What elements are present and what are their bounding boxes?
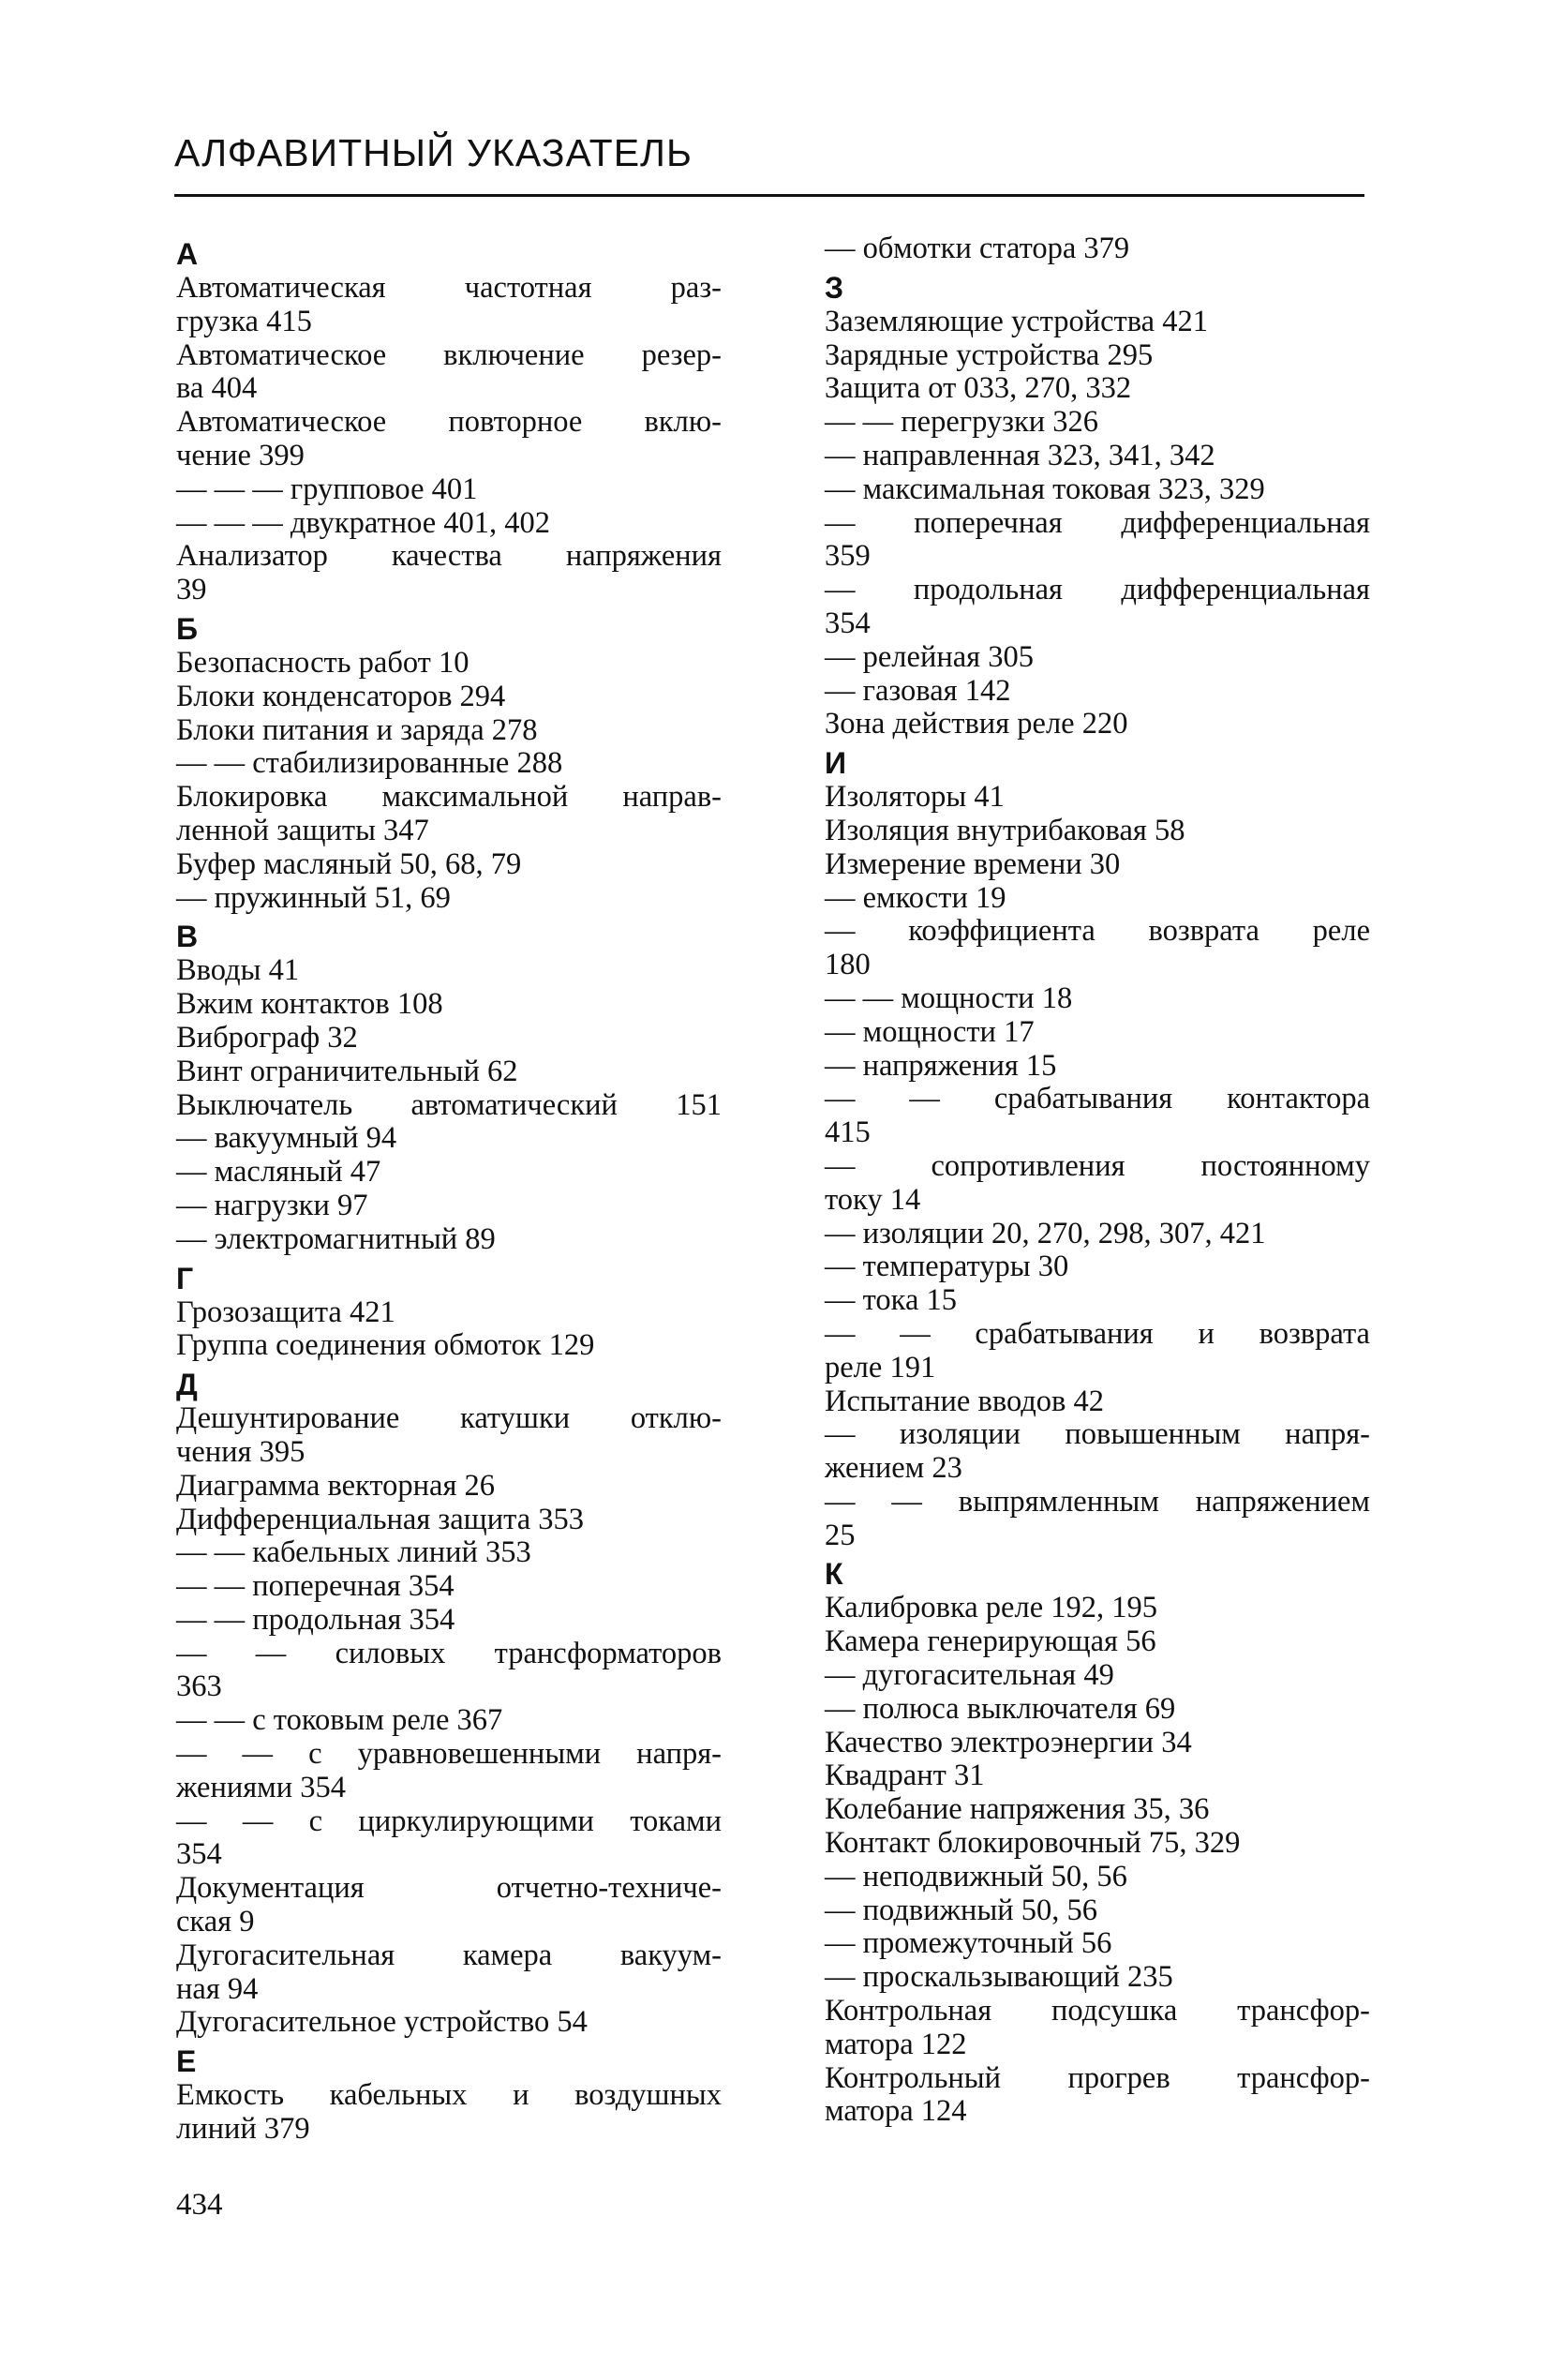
index-entry-line: — — стабилизированные 288 (176, 746, 563, 781)
index-entry-line: Камера генерирующая 56 (825, 1624, 1156, 1659)
index-entry-line: — тока 15 (825, 1283, 957, 1318)
index-entry-line: Зона действия реле 220 (825, 707, 1128, 741)
index-entry-line: — температуры 30 (825, 1250, 1069, 1284)
index-column-right (825, 232, 1370, 2129)
index-entry-line: линий 379 (176, 2112, 310, 2147)
index-entry-line: — пружинный 51, 69 (176, 880, 451, 915)
index-entry-line: — напряжения 15 (825, 1048, 1057, 1083)
index-entry-line: чение 399 (176, 438, 305, 472)
index-entry-line: — масляный 47 (176, 1155, 381, 1190)
index-entry-line: Буфер масляный 50, 68, 79 (176, 846, 522, 881)
index-entry-line: ная 94 (176, 1971, 259, 2006)
index-entry-line: Колебание напряжения 35, 36 (825, 1792, 1210, 1827)
index-entry-line: — — перегрузки 326 (825, 405, 1099, 440)
index-entry-line: Виброграф 32 (176, 1020, 358, 1055)
index-entry-line: — полюса выключателя 69 (825, 1691, 1176, 1726)
index-entry-line: — изоляции 20, 270, 298, 307, 421 (825, 1216, 1266, 1250)
index-entry-line: — — с токовым реле 367 (176, 1703, 503, 1738)
index-entry-line: Испытание вводов 42 (825, 1384, 1105, 1418)
index-entry-line: — — силовых трансформаторов (176, 1636, 722, 1670)
index-entry-line: — — — групповое 401 (176, 472, 478, 506)
index-entry-line: 363 (176, 1669, 222, 1704)
index-entry-line: Дешунтирование катушки отклю- (176, 1401, 722, 1436)
index-entry-line: 354 (176, 1837, 222, 1872)
index-entry-line: Контрольный прогрев трансфор- (825, 2060, 1370, 2095)
index-entry-line: — обмотки статора 379 (825, 232, 1130, 265)
index-entry-line: грузка 415 (176, 304, 312, 338)
index-entry-line: — — — двукратное 401, 402 (176, 505, 551, 540)
index-entry-line: — подвижный 50, 56 (825, 1893, 1098, 1927)
index-entry-line: — направленная 323, 341, 342 (825, 438, 1215, 472)
index-entry-line: — емкости 19 (825, 880, 1006, 915)
index-entry-line: Квадрант 31 (825, 1759, 985, 1793)
index-entry-line: жением 23 (825, 1451, 962, 1486)
index-entry-line: чения 395 (176, 1434, 306, 1469)
index-letter-heading: Е (176, 2044, 197, 2079)
index-entry-line: матора 122 (825, 2027, 967, 2061)
index-entry-line: — изоляции повышенным напря- (825, 1417, 1370, 1452)
index-entry-line: Автоматическое повторное вклю- (176, 405, 722, 440)
index-entry-line: реле 191 (825, 1350, 936, 1385)
index-entry-line: — — продольная 354 (176, 1602, 455, 1637)
index-entry-line: Измерение времени 30 (825, 846, 1121, 881)
index-entry-line: — — срабатывания контактора (825, 1082, 1370, 1116)
index-entry-line: Группа соединения обмоток 129 (176, 1328, 595, 1363)
index-entry-line: — проскальзывающий 235 (825, 1960, 1173, 1995)
index-letter-heading: А (176, 237, 199, 271)
index-entry-line: Вжим контактов 108 (176, 987, 443, 1022)
index-entry-line: — коэффициента возврата реле (825, 914, 1370, 949)
index-letter-heading: Б (176, 611, 198, 646)
index-entry-line: Зарядные устройства 295 (825, 337, 1154, 372)
index-entry-line: — — с уравновешенными напря- (176, 1737, 722, 1772)
index-column-left (176, 232, 722, 2147)
index-entry-line: — сопротивления постоянному (825, 1148, 1370, 1183)
index-entry-line: — мощности 17 (825, 1014, 1035, 1049)
index-entry-line: — максимальная токовая 323, 329 (825, 472, 1265, 506)
index-entry-line: — промежуточный 56 (825, 1926, 1112, 1961)
index-entry-line: ва 404 (176, 371, 258, 406)
index-entry-line: Защита от 033, 270, 332 (825, 371, 1132, 406)
index-entry-line: Дугогасительное устройство 54 (176, 2005, 588, 2040)
index-entry-line: 39 (176, 573, 207, 607)
index-entry-line: 359 (825, 539, 871, 574)
index-entry-line: Калибровка реле 192, 195 (825, 1591, 1157, 1625)
index-letter-heading: В (176, 920, 199, 954)
page-number: 434 (176, 2188, 223, 2222)
index-entry-line: току 14 (825, 1182, 921, 1217)
index-entry-line: Контрольная подсушка трансфор- (825, 1994, 1370, 2028)
index-entry-line: Блоки питания и заряда 278 (176, 712, 538, 747)
index-entry-line: — дугогасительная 49 (825, 1658, 1114, 1693)
index-entry-line: 415 (825, 1115, 871, 1150)
index-entry-line: Дугогасительная камера вакуум- (176, 1938, 722, 1972)
index-entry-line: Дифференциальная защита 353 (176, 1502, 584, 1536)
index-entry-line: Блоки конденсаторов 294 (176, 679, 506, 713)
index-entry-line: 25 (825, 1518, 856, 1552)
index-entry-line: Вводы 41 (176, 953, 300, 988)
index-entry-line: Автоматическое включение резер- (176, 337, 722, 372)
index-entry-line: Диаграмма векторная 26 (176, 1468, 496, 1503)
index-entry-line: Контакт блокировочный 75, 329 (825, 1826, 1241, 1861)
index-letter-heading: К (825, 1557, 843, 1592)
index-entry-line: Качество электроэнергии 34 (825, 1725, 1192, 1759)
index-letter-heading: З (825, 270, 844, 305)
index-entry-line: Безопасность работ 10 (176, 645, 469, 680)
index-entry-line: — — срабатывания и возврата (825, 1316, 1370, 1351)
index-letter-heading: Д (176, 1368, 198, 1402)
index-entry-line: — — с циркулирующими токами (176, 1804, 722, 1838)
index-entry-line: Блокировка максимальной направ- (176, 780, 722, 815)
index-entry-line: — электромагнитный 89 (176, 1221, 496, 1256)
index-entry-line: — поперечная дифференциальная (825, 505, 1370, 540)
index-entry-line: 354 (825, 606, 871, 640)
index-entry-line: жениями 354 (176, 1770, 347, 1804)
index-entry-line: Выключатель автоматический 151 (176, 1087, 722, 1122)
index-letter-heading: И (825, 746, 846, 781)
index-entry-line: — продольная дифференциальная (825, 573, 1370, 607)
index-entry-line: — неподвижный 50, 56 (825, 1859, 1127, 1894)
index-entry-line: — нагрузки 97 (176, 1188, 368, 1222)
index-entry-line: ленной защиты 347 (176, 813, 429, 847)
index-entry-line: Изоляция внутрибаковая 58 (825, 813, 1185, 847)
index-entry-line: — — выпрямленным напряжением (825, 1484, 1370, 1519)
index-entry-line: — — поперечная 354 (176, 1569, 455, 1604)
index-entry-line: — вакуумный 94 (176, 1121, 397, 1156)
index-entry-line: Автоматическая частотная раз- (176, 271, 722, 305)
index-entry-line: Анализатор качества напряжения (176, 539, 722, 574)
index-entry-line: — — мощности 18 (825, 980, 1073, 1015)
index-entry-line: Заземляющие устройства 421 (825, 304, 1208, 338)
index-entry-line: — релейная 305 (825, 639, 1034, 674)
index-entry-line: Емкость кабельных и воздушных (176, 2078, 722, 2113)
index-entry-line: матора 124 (825, 2094, 967, 2129)
index-entry-line: Документация отчетно-техниче- (176, 1871, 722, 1906)
index-entry-line: Грозозащита 421 (176, 1295, 395, 1329)
index-entry-line: — — кабельных линий 353 (176, 1535, 531, 1570)
page-title: АЛФАВИТНЫЙ УКАЗАТЕЛЬ (174, 131, 693, 174)
index-letter-heading: Г (176, 1261, 194, 1295)
index-entry-line: ская 9 (176, 1905, 255, 1939)
index-entry-line: Винт ограничительный 62 (176, 1054, 518, 1088)
index-entry-line: 180 (825, 948, 871, 982)
header-rule (174, 194, 1364, 197)
index-entry-line: Изоляторы 41 (825, 780, 1005, 815)
index-entry-line: — газовая 142 (825, 673, 1011, 708)
